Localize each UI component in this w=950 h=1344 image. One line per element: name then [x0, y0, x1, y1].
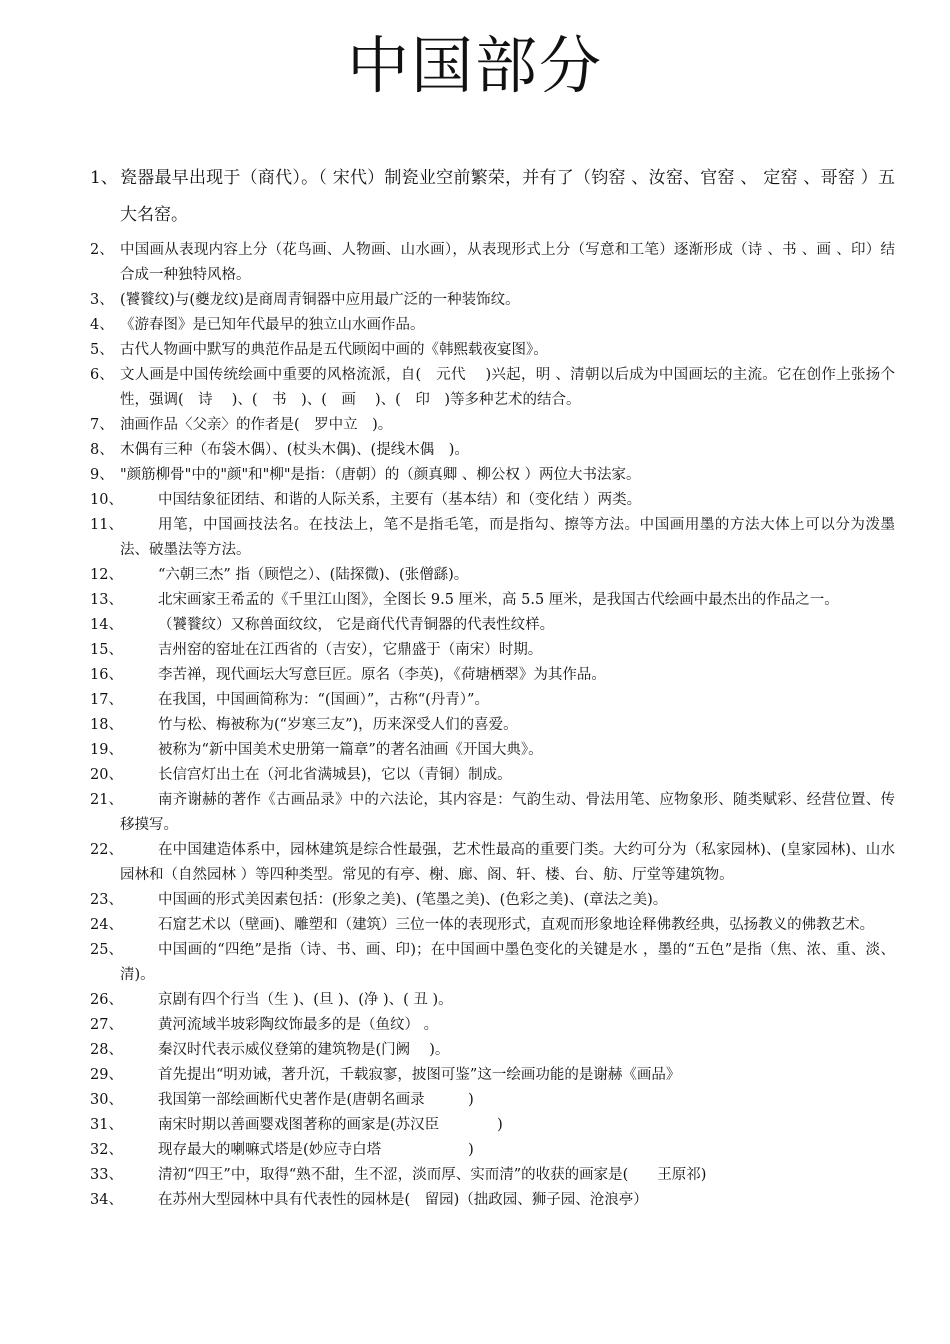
item-number: 23、: [90, 892, 123, 908]
item-text: 被称为“新中国美术史册第一篇章”的著名油画《开国大典》。: [158, 742, 543, 758]
item-number: 7、: [90, 417, 114, 433]
page-title: 中国部分: [346, 29, 603, 102]
list-item: [90, 588, 895, 613]
item-text: 油画作品〈父亲〉的作者是( 罗中立 )。: [120, 417, 393, 433]
item-number: 15、: [90, 642, 123, 658]
list-item: [90, 160, 895, 234]
item-number: 13、: [90, 592, 123, 608]
list-item: [90, 288, 895, 313]
item-number: 25、: [90, 942, 123, 958]
list-item: [90, 338, 895, 363]
list-item: [90, 563, 895, 588]
list-item: [90, 413, 895, 438]
item-text: 南齐谢赫的著作《古画品录》中的六法论，其内容是：气韵生动、骨法用笔、应物象形、随类赋彩、经营位置、传移摸写。: [120, 792, 895, 833]
list-item: [90, 1063, 895, 1088]
item-text: 瓷器最早出现于（商代）。（ 宋代）制瓷业空前繁荣，并有了（钧窑 、汝窑、官窑 、 定窑 、哥窑 ）五大名窑。: [120, 168, 895, 225]
item-text: 清初“四王”中，取得“熟不甜，生不涩，淡而厚、实而清”的收获的画家是( 王原祁): [158, 1167, 707, 1183]
item-text: 古代人物画中默写的典范作品是五代顾闳中画的《韩熙载夜宴图》。: [120, 342, 548, 358]
item-number: 17、: [90, 692, 123, 708]
item-number: 18、: [90, 717, 123, 733]
item-number: 3、: [90, 292, 114, 308]
list-item: [90, 763, 895, 788]
list-item: [90, 1163, 895, 1188]
item-text: (饕餮纹)与(夔龙纹)是商周青铜器中应用最广泛的一种装饰纹。: [120, 292, 520, 308]
item-text: 首先提出“明劝诫，著升沉，千载寂寥，披图可鉴”这一绘画功能的是谢赫《画品》: [158, 1067, 681, 1083]
item-text: 用笔，中国画技法名。在技法上，笔不是指毛笔，而是指勾、擦等方法。中国画用墨的方法大体上可以分为泼墨法、破墨法等方法。: [120, 517, 895, 558]
item-text: 现存最大的喇嘛式塔是(妙应寺白塔 ): [158, 1142, 474, 1158]
item-number: 2、: [90, 242, 114, 258]
item-number: 34、: [90, 1192, 123, 1208]
item-number: 28、: [90, 1042, 123, 1058]
item-text: 黄河流域半坡彩陶纹饰最多的是（鱼纹） 。: [158, 1017, 439, 1033]
item-text: 在我国，中国画简称为：“(国画）”，古称“(丹青）”。: [158, 692, 489, 708]
list-item: [90, 688, 895, 713]
list-item: [90, 1138, 895, 1163]
item-number: 1、: [90, 168, 118, 188]
list-item: [90, 838, 895, 888]
item-text: 长信宫灯出土在（河北省满城县)，它以（青铜）制成。: [158, 767, 512, 783]
list-item: [90, 1113, 895, 1138]
item-number: 5、: [90, 342, 114, 358]
list-item: [90, 463, 895, 488]
item-number: 30、: [90, 1092, 123, 1108]
item-text: "颜筋柳骨"中的"颜"和"柳"是指：（唐朝）的（颜真卿 、柳公权 ）两位大书法家。: [120, 467, 641, 483]
item-text: 秦汉时代表示威仪登第的建筑物是(门阙 )。: [158, 1042, 450, 1058]
list-item: [90, 513, 895, 563]
list-item: [90, 613, 895, 638]
item-number: 24、: [90, 917, 123, 933]
list-item: [90, 363, 895, 413]
item-number: 26、: [90, 992, 123, 1008]
item-number: 6、: [90, 367, 114, 383]
list-item: [90, 738, 895, 763]
item-number: 31、: [90, 1117, 123, 1133]
item-number: 21、: [90, 792, 123, 808]
list-item: [90, 488, 895, 513]
list-item: [90, 638, 895, 663]
item-text: 中国画的“四绝”是指（诗、书、画、印)；在中国画中墨色变化的关键是水 ，墨的“五色”是指（焦、浓、重、淡、清)。: [120, 942, 895, 983]
list-item: [90, 1188, 895, 1213]
item-text: 中国结象征团结、和谐的人际关系，主要有（基本结）和（变化结 ）两类。: [158, 492, 642, 508]
list-item: [90, 988, 895, 1013]
item-text: 京剧有四个行当（生 )、(旦 )、(净 )、( 丑 )。: [158, 992, 453, 1008]
item-text: 《游春图》是已知年代最早的独立山水画作品。: [120, 317, 425, 333]
item-number: 27、: [90, 1017, 123, 1033]
item-number: 12、: [90, 567, 123, 583]
list-item: [90, 1013, 895, 1038]
list-item: [90, 313, 895, 338]
list-item: [90, 788, 895, 838]
item-text: 我国第一部绘画断代史著作是(唐朝名画录 ): [158, 1092, 474, 1108]
item-text: 中国画的形式美因素包括：(形象之美)、(笔墨之美)、(色彩之美)、(章法之美)。: [158, 892, 668, 908]
list-item: [90, 913, 895, 938]
item-text: 北宋画家王希孟的《千里江山图》，全图长 9.5 厘米，高 5.5 厘米，是我国古代绘画中最杰出的作品之一。: [158, 592, 839, 608]
item-number: 32、: [90, 1142, 123, 1158]
item-text: 在苏州大型园林中具有代表性的园林是( 留园)（拙政园、狮子园、沧浪亭）: [158, 1192, 648, 1208]
item-text: “六朝三杰” 指（顾恺之）、(陆探微)、(张僧繇)。: [158, 567, 469, 583]
item-text: 南宋时期以善画婴戏图著称的画家是(苏汉臣 ): [158, 1117, 503, 1133]
item-number: 22、: [90, 842, 123, 858]
item-number: 20、: [90, 767, 123, 783]
item-number: 9、: [90, 467, 114, 483]
question-list: [90, 160, 895, 1213]
item-number: 16、: [90, 667, 123, 683]
list-item: [90, 238, 895, 288]
item-number: 4、: [90, 317, 114, 333]
item-text: 吉州窑的窑址在江西省的（吉安），它鼎盛于（南宋）时期。: [158, 642, 543, 658]
item-text: 木偶有三种（布袋木偶）、(杖头木偶)、(提线木偶 )。: [120, 442, 469, 458]
item-text: 在中国建造体系中，园林建筑是综合性最强，艺术性最高的重要门类。大约可分为（私家园林)、(皇家园林)、山水园林和（自然园林 ）等四种类型。常见的有亭、榭、廊、阁、轩、楼、台、舫、厅堂等建筑物。: [120, 842, 895, 883]
item-number: 33、: [90, 1167, 123, 1183]
item-number: 8、: [90, 442, 114, 458]
item-number: 14、: [90, 617, 123, 633]
item-number: 19、: [90, 742, 123, 758]
item-text: 李苦禅，现代画坛大写意巨匠。原名（李英)，《荷塘栖翠》为其作品。: [158, 667, 606, 683]
list-item: [90, 888, 895, 913]
list-item: [90, 938, 895, 988]
list-item: [90, 1038, 895, 1063]
item-number: 29、: [90, 1067, 123, 1083]
list-item: [90, 1088, 895, 1113]
item-text: （饕餮纹）又称兽面纹纹， 它是商代代青铜器的代表性纹样。: [158, 617, 555, 633]
item-number: 10、: [90, 492, 123, 508]
list-item: [90, 713, 895, 738]
list-item: [90, 663, 895, 688]
item-text: 石窟艺术以（壁画)、雕塑和（建筑）三位一体的表现形式，直观而形象地诠释佛教经典，弘扬教义的佛教艺术。: [158, 917, 875, 933]
item-text: 文人画是中国传统绘画中重要的风格流派，自( 元代 )兴起，明 、清朝以后成为中国画坛的主流。它在创作上张扬个性，强调( 诗 )、( 书 )、( 画 )、( 印 )等多种艺术的结合。: [120, 367, 895, 408]
item-number: 11、: [90, 517, 123, 533]
list-item: [90, 438, 895, 463]
item-text: 中国画从表现内容上分（花鸟画、人物画、山水画），从表现形式上分（写意和工笔）逐渐形成（诗 、书 、画 、印）结合成一种独特风格。: [120, 242, 895, 283]
item-text: 竹与松、梅被称为(“岁寒三友”)，历来深受人们的喜爱。: [158, 717, 518, 733]
